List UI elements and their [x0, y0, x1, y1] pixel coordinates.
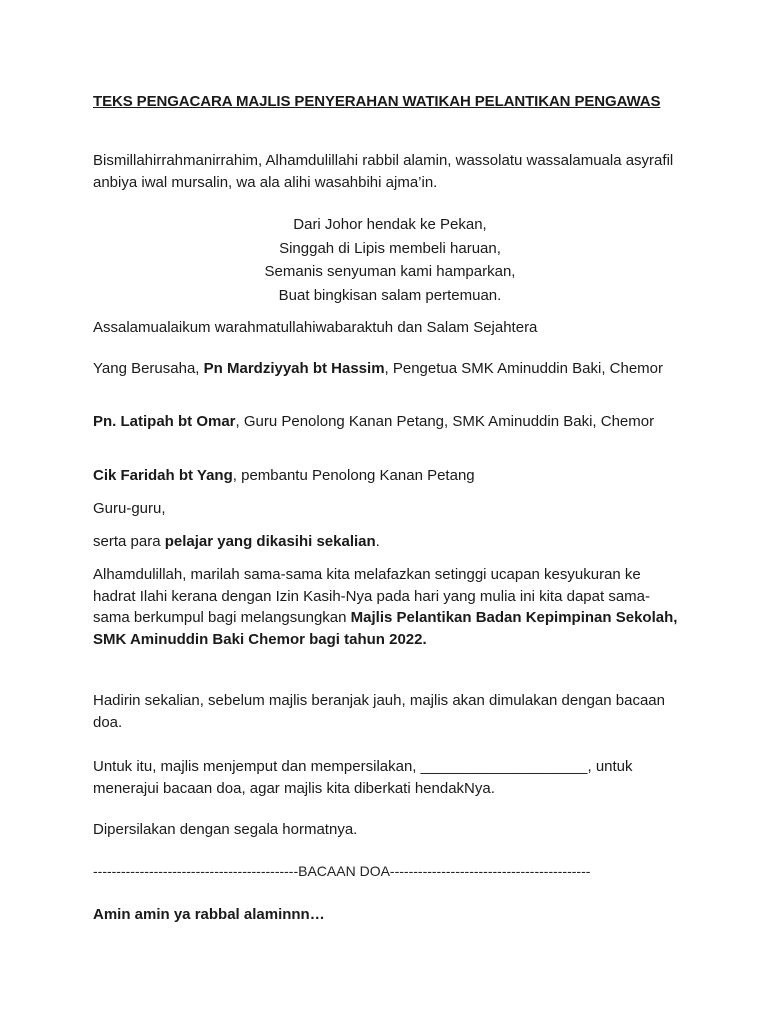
principal-title: , Pengetua SMK Aminuddin Baki, Chemor — [384, 360, 664, 377]
opening-prayer-paragraph: Hadirin sekalian, sebelum majlis beranjak jauh, majlis akan dimulakan dengan bacaan doa. — [93, 692, 665, 731]
students-prefix: serta para — [93, 533, 165, 550]
pantun-line: Semanis senyuman kami hamparkan, — [264, 263, 516, 280]
greeting-teachers: Guru-guru, — [93, 500, 166, 517]
closing-line: Amin amin ya rabbal alaminnn… — [93, 906, 325, 923]
prayer-divider: --------------------------------------------BACAAN DOA------------------------------------------- — [93, 863, 591, 879]
senior-assistant-name: Pn. Latipah bt Omar — [93, 413, 236, 430]
document-title: TEKS PENGACARA MAJLIS PENYERAHAN WATIKAH PELANTIKAN PENGAWAS — [93, 93, 661, 110]
assistant-title: , pembantu Penolong Kanan Petang — [232, 467, 475, 484]
students-suffix: . — [375, 533, 380, 550]
opening-paragraph: Bismillahirrahmanirrahim, Alhamdulillahi rabbil alamin, wassolatu wassalamuala asyrafil anbiya iwal mursalin, wa ala alihi wasahbihi ajma’in. — [93, 152, 674, 191]
event-name: Majlis Pelantikan Badan Kepimpinan Sekolah, SMK Aminuddin Baki Chemor bagi tahun 2022. — [93, 609, 678, 648]
pantun-line: Dari Johor hendak ke Pekan, — [293, 216, 487, 233]
respect-line: Dipersilakan dengan segala hormatnya. — [93, 821, 358, 838]
greeting-students — [93, 531, 683, 553]
greeting-assistant — [93, 465, 683, 487]
invitation-paragraph: Untuk itu, majlis menjemput dan mempersilakan, ____________________, untuk menerajui bacaan doa, agar majlis kita diberkati hendakNya. — [93, 758, 633, 797]
gratitude-text: Alhamdulillah, marilah sama-sama kita melafazkan setinggi ucapan kesyukuran ke hadrat Ilahi kerana dengan Izin Kasih-Nya pada hari yang mulia ini kita dapat sama-sama berkumpul bagi melangsungkan — [93, 566, 650, 626]
pantun-line: Buat bingkisan salam pertemuan. — [278, 286, 502, 304]
greeting-senior-assistant — [93, 411, 683, 433]
students-bold: pelajar yang dikasihi sekalian — [164, 533, 376, 550]
salam-line: Assalamualaikum warahmatullahiwabaraktuh dan Salam Sejahtera — [93, 319, 538, 336]
greeting-prefix: Yang Berusaha, — [93, 360, 204, 377]
pantun-verse — [93, 213, 687, 307]
greeting-principal — [93, 358, 683, 380]
gratitude-paragraph — [93, 564, 683, 650]
assistant-name: Cik Faridah bt Yang — [93, 467, 233, 484]
pantun-line: Singgah di Lipis membeli haruan, — [279, 239, 501, 257]
principal-name: Pn Mardziyyah bt Hassim — [203, 360, 385, 377]
senior-assistant-title: , Guru Penolong Kanan Petang, SMK Aminuddin Baki, Chemor — [235, 413, 655, 430]
